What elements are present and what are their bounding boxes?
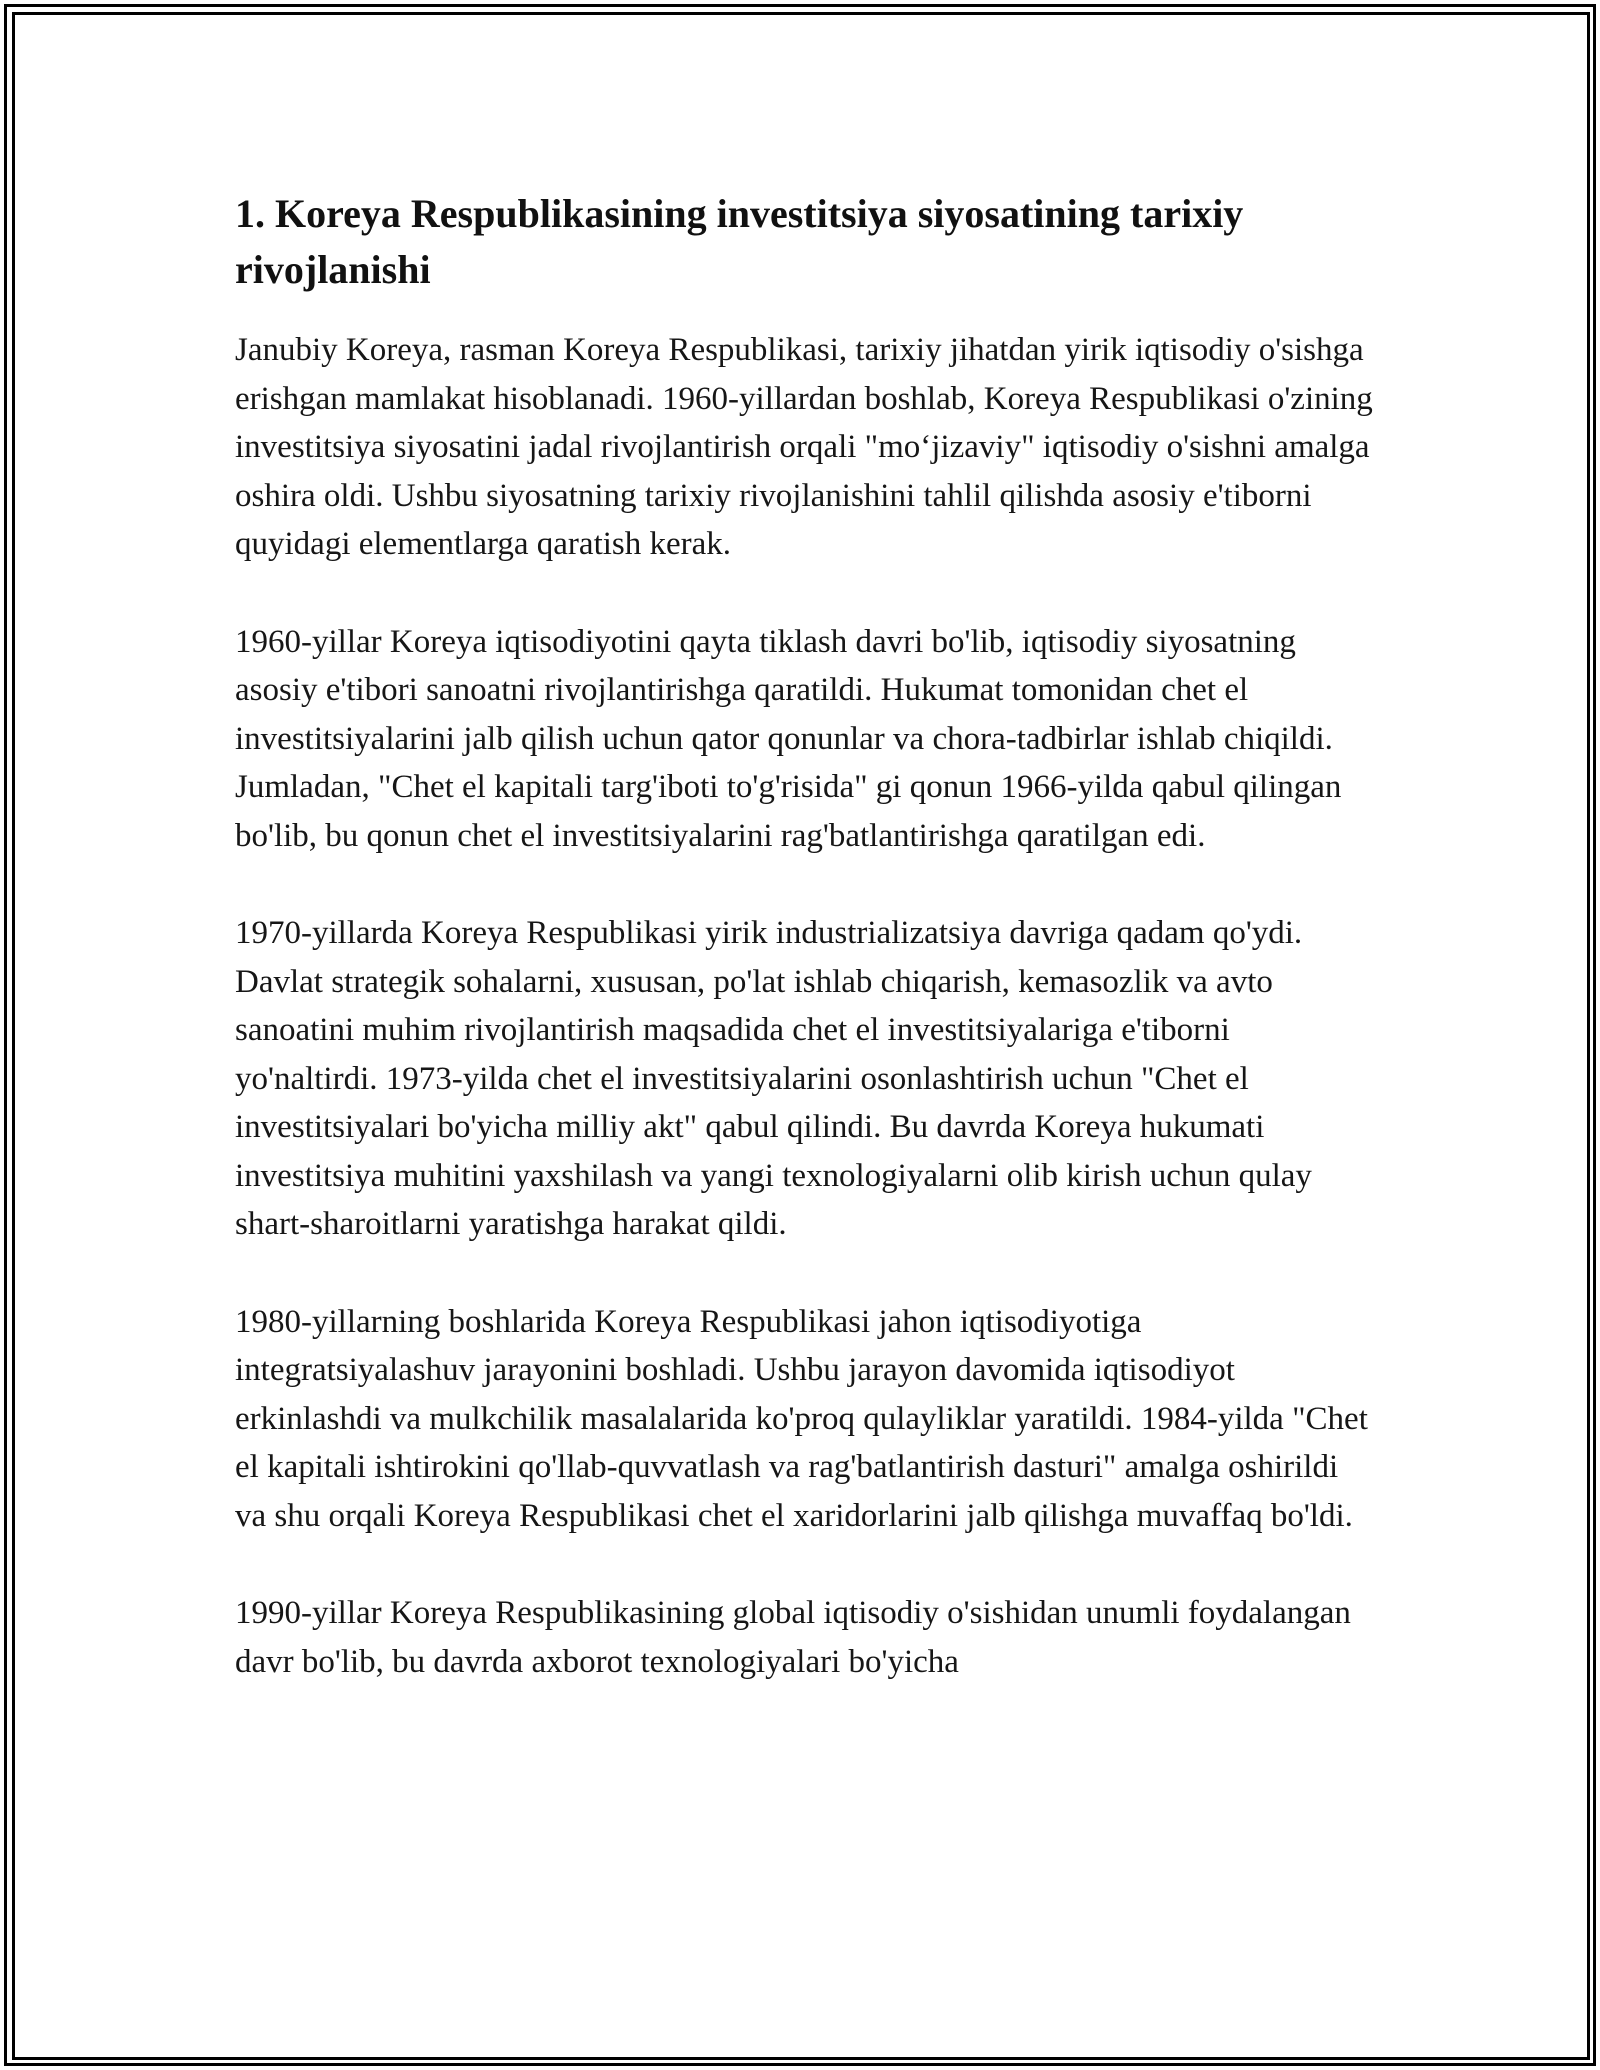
paragraph-1970s: 1970-yillarda Koreya Respublikasi yirik industrializatsiya davriga qadam qo'ydi. Davlat strategik sohalarni, xususan, po'lat ishlab chiqarish, kemasozlik va avto sanoatini muhim rivojlantirish maqsadida chet el investitsiyalariga e'tiborni yo'naltirdi. 1973-yilda chet el investitsiyalarini osonlashtirish uchun "Chet el investitsiyalari bo'yicha milliy akt" qabul qilindi. Bu davrda Koreya hukumati investitsiya muhitini yaxshilash va yangi texnologiyalarni olib kirish uchun qulay shart-sharoitlarni yaratishga harakat qildi. bbox=[235, 915, 1312, 1242]
section-heading: 1. Koreya Respublikasining investitsiya siyosatining tarixiy rivojlanishi bbox=[235, 191, 1244, 292]
paragraph-1980s: 1980-yillarning boshlarida Koreya Respublikasi jahon iqtisodiyotiga integratsiyalashuv jarayonini boshladi. Ushbu jarayon davomida iqtisodiyot erkinlashdi va mulkchilik masalalarida ko'proq qulayliklar yaratildi. 1984-yilda "Chet el kapitali ishtirokini qo'llab-quvvatlash va rag'batlantirish dasturi" amalga oshirildi va shu orqali Koreya Respublikasi chet el xaridorlarini jalb qilishga muvaffaq bo'ldi. bbox=[235, 1303, 1368, 1534]
paragraph-intro: Janubiy Koreya, rasman Koreya Respublikasi, tarixiy jihatdan yirik iqtisodiy o'sishga erishgan mamlakat hisoblanadi. 1960-yillardan boshlab, Koreya Respublikasi o'zining investitsiya siyosatini jadal rivojlantirish orqali "mo‘jizaviy" iqtisodiy o'sishni amalga oshira oldi. Ushbu siyosatning tarixiy rivojlanishini tahlil qilishda asosiy e'tiborni quyidagi elementlarga qaratish kerak. bbox=[235, 332, 1373, 562]
document-body bbox=[235, 186, 1375, 1735]
paragraph-1990s: 1990-yillar Koreya Respublikasining global iqtisodiy o'sishidan unumli foydalangan davr bo'lib, bu davrda axborot texnologiyalari bo'yicha bbox=[235, 1595, 1351, 1680]
paragraph-1960s: 1960-yillar Koreya iqtisodiyotini qayta tiklash davri bo'lib, iqtisodiy siyosatning asosiy e'tibori sanoatni rivojlantirishga qaratildi. Hukumat tomonidan chet el investitsiyalarini jalb qilish uchun qator qonunlar va chora-tadbirlar ishlab chiqildi. Jumladan, "Chet el kapitali targ'iboti to'g'risida" gi qonun 1966-yilda qabul qilingan bo'lib, bu qonun chet el investitsiyalarini rag'batlantirishga qaratilgan edi. bbox=[235, 623, 1342, 854]
